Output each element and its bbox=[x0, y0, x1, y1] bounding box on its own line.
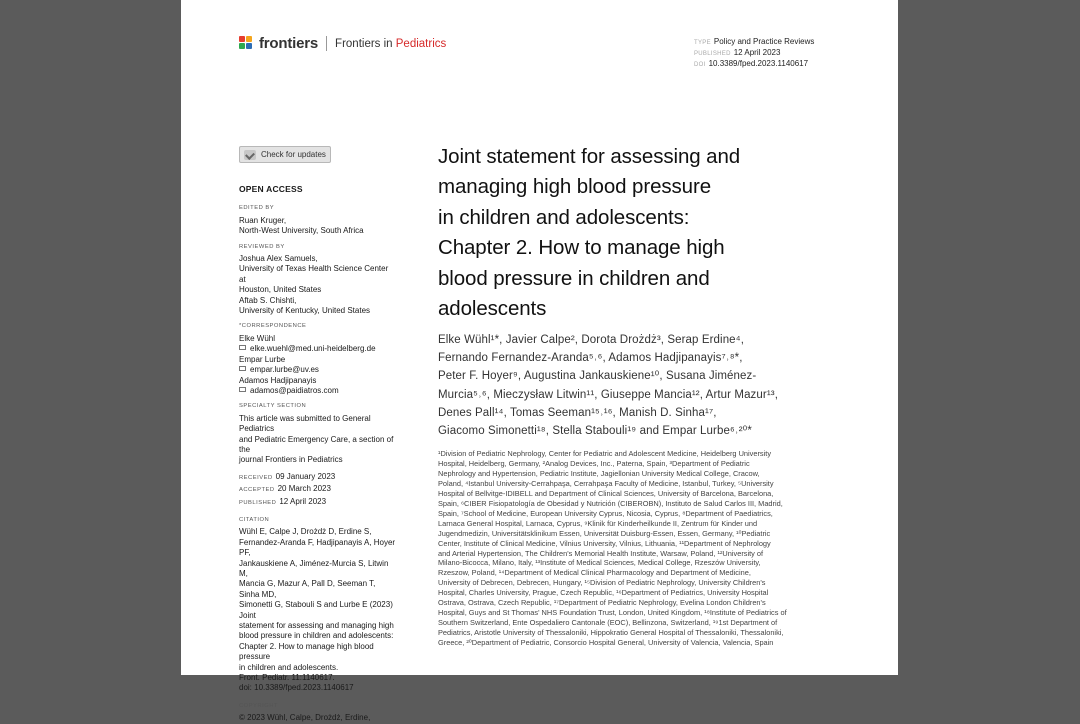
journal-name: Frontiers in Pediatrics bbox=[335, 37, 447, 50]
article-meta bbox=[694, 37, 814, 70]
mail-icon bbox=[239, 387, 246, 392]
citation-heading: CITATION bbox=[239, 516, 270, 523]
check-updates-icon bbox=[244, 150, 256, 160]
copyright-heading: COPYRIGHT bbox=[239, 702, 278, 709]
copyright-info: © 2023 Wühl, Calpe, Drożdż, Erdine, bbox=[239, 713, 371, 723]
check-updates-label: Check for updates bbox=[261, 150, 326, 159]
specialty-info: This article was submitted to General Pediatrics and Pediatric Emergency Care, a section of the journal Frontiers in Pediatrics bbox=[239, 413, 394, 465]
meta-published: PUBLISHED 12 April 2023 bbox=[694, 48, 781, 57]
reviewer-info: Joshua Alex Samuels, University of Texas Health Science Center at Houston, United States Aftab S. Chishti, University of Kentucky, United States bbox=[239, 254, 389, 316]
email-link[interactable]: elke.wuehl@med.uni-heidelberg.de bbox=[239, 344, 397, 354]
mail-icon bbox=[239, 366, 246, 371]
reviewed-by-heading: REVIEWED BY bbox=[239, 243, 285, 250]
brand-name: frontiers bbox=[259, 35, 319, 52]
correspondence-info: Elke Wühl elke.wuehl@med.uni-heidelberg.de Empar Lurbe empar.lurbe@uv.es Adamos Hadjipanayis adamos@paidiatros.com bbox=[239, 334, 397, 396]
correspondence-heading: *CORRESPONDENCE bbox=[239, 323, 307, 330]
open-access-label: OPEN ACCESS bbox=[239, 184, 303, 194]
brand-divider bbox=[326, 36, 327, 51]
received-date: RECEIVED 09 January 2023 bbox=[239, 471, 336, 481]
meta-type: TYPE Policy and Practice Reviews bbox=[694, 37, 815, 46]
article-title: Joint statement for assessing and managing high blood pressure in children and adolescents: Chapter 2. How to manage high blood pressure in children and adolescents bbox=[438, 145, 741, 321]
meta-doi[interactable]: DOI 10.3389/fped.2023.1140617 bbox=[694, 59, 809, 68]
email-link[interactable]: adamos@paidiatros.com bbox=[239, 386, 397, 396]
edited-by-heading: EDITED BY bbox=[239, 205, 275, 212]
check-updates-button[interactable] bbox=[239, 146, 331, 163]
author-list: Elke Wühl¹*, Javier Calpe², Dorota Drożdż³, Serap Erdine⁴, Fernando Fernandez-Aranda⁵˒⁶, Adamos Hadjipanayis⁷˒⁸*, Peter F. Hoyer⁹, Augustina Jankauskiene¹⁰, Susana Jiménez- Murcia⁵˒⁶, Mieczysław Litwin¹¹, Giuseppe Mancia¹², Artur Mazur¹³, Denes Pall¹⁴, Tomas Seeman¹⁵˒¹⁶, Manish D. Sinha¹⁷, Giacomo Simonetti¹⁸, Stella Stabouli¹⁹ and Empar Lurbe⁶˒²⁰* bbox=[438, 334, 778, 438]
editor-info: Ruan Kruger, North-West University, South Africa bbox=[239, 215, 364, 236]
specialty-heading: SPECIALTY SECTION bbox=[239, 403, 307, 410]
article-sidebar bbox=[239, 184, 397, 724]
frontiers-logo-icon bbox=[239, 36, 255, 52]
article-page bbox=[181, 0, 898, 723]
affiliations: ¹Division of Pediatric Nephrology, Center for Pediatric and Adolescent Medicine, Heidelberg University Hospital, Heidelberg, Germany, ²Analog Devices, Inc., Paterna, Spain, ³Department of Pediatric Nephrology and Hypertension, Pediatric Institute, Jagiellonian University Medical College, Cracow, Poland, ⁴Istanbul University-Cerrahpaşa, Cerrahpaşa Faculty of Medicine, Istanbul, Turkey, ⁵University Hospital of Bellvitge-IDIBELL and Department of Clinical Sciences, University of Barcelona, Barcelona, Spain, ⁶CIBER Fisiopatología de Obesidad y Nutrición (CIBEROBN), Instituto de Salud Carlos III, Madrid, Spain, ⁷School of Medicine, European University Cyprus, Nicosia, Cyprus, ⁸Department of Paediatrics, Larnaca General Hospital, Larnaca, Cyprus, ⁹Klinik für Kinderheilkunde II, Zentrum für Kinder und Jugendmedizin, Universitätsklinikum Essen, Universität Duisburg-Essen, Essen, Germany, ¹⁰Pediatric Center, Institute of Clinical Medicine, Vilnius University, Vilnius, Lithuania, ¹¹Department of Nephrology and Arterial Hypertension, The Children's Memorial Health Institute, Warsaw, Poland, ¹²University of Milano-Bicocca, Milano, Italy, ¹³Institute of Medical Sciences, Medical College, Rzeszów University, Rzeszow, Poland, ¹⁴Department of Medical Clinical Pharmacology and Department of Medicine, University of Debrecen, Debrecen, Hungary, ¹⁵Division of Pediatric Nephrology, University Children's Hospital, Charles University, Prague, Czech Republic, ¹⁶Department of Pediatrics, University Hospital Ostrava, Ostrava, Czech Republic, ¹⁷Department of Pediatric Nephrology, Evelina London Children's Hospital, Guys and St Thomas' NHS Foundation Trust, London, United Kingdom, ¹⁸Institute of Pediatrics of Southern Switzerland, Ente Ospedaliero Cantonale (EOC), Bellinzona, Switzerland, ¹⁹1st Department of Pediatrics, Aristotle University of Thessaloniki, Hippokratio General Hospital of Thessaloniki, Thessaloniki, Greece, ²⁰Department of Pediatric, Consorcio Hospital General, University of Valencia, Valencia, Spain bbox=[438, 449, 787, 648]
mail-icon bbox=[239, 345, 246, 350]
journal-brand[interactable] bbox=[239, 35, 446, 52]
published-date: PUBLISHED 12 April 2023 bbox=[239, 496, 327, 506]
email-link[interactable]: empar.lurbe@uv.es bbox=[239, 365, 397, 375]
citation-info: Wühl E, Calpe J, Drożdż D, Erdine S, Fernandez-Aranda F, Hadjipanayis A, Hoyer PF, Jankauskiene A, Jiménez-Murcia S, Litwin M, Mancia G, Mazur A, Pall D, Seeman T, Sinha MD, Simonetti G, Stabouli S and Lurbe E (2023) Joint statement for assessing and managing high blood pressure in children and adolescents: Chapter 2. How to manage high blood pressure in children and adolescents. Front. Pediatr. 11:1140617. doi: 10.3389/fped.2023.1140617 bbox=[239, 527, 396, 693]
accepted-date: ACCEPTED 20 March 2023 bbox=[239, 484, 331, 494]
